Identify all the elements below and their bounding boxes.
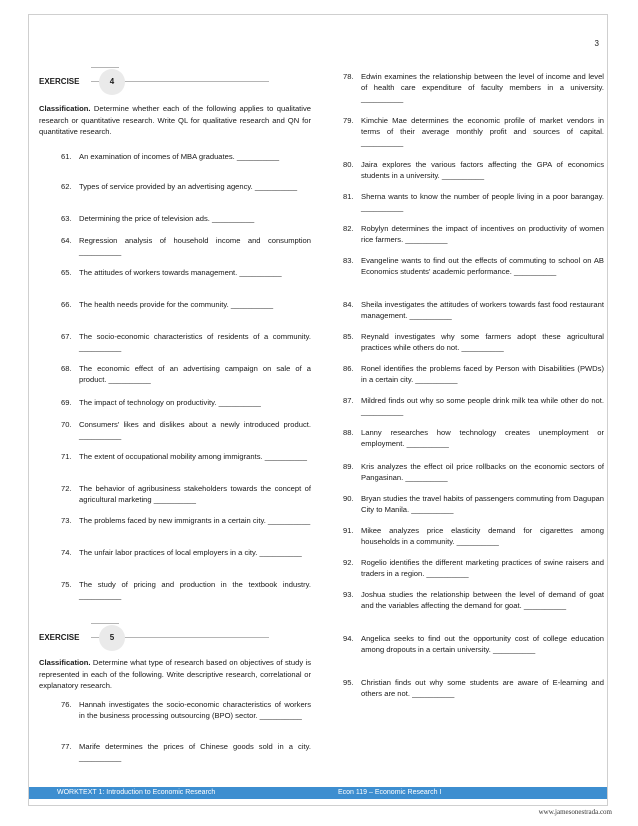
question-item (343, 633, 604, 655)
instruction-heading: Classification. (39, 658, 91, 667)
question-item (61, 151, 311, 162)
instruction-text: Determine whether each of the following applies to qualitative research or quantitative research. Write QL for qualitative research and QN for quantitative research. (39, 104, 311, 136)
question-text: Kris analyzes the effect oil price rollbacks on the economic sectors of Pangasinan. __________ (361, 462, 604, 482)
instruction-heading: Classification. (39, 104, 91, 113)
question-text: Hannah investigates the socio-economic characteristics of workers in the business processing outsourcing (BPO) sector. __________ (79, 700, 311, 720)
question-text: The study of pricing and production in the textbook industry. __________ (79, 580, 311, 600)
question-item (343, 395, 604, 417)
question-item (343, 331, 604, 353)
question-item (343, 427, 604, 449)
worksheet-page (28, 14, 608, 806)
question-number: 77. (61, 742, 72, 751)
question-number: 74. (61, 548, 72, 557)
question-text: Angelica seeks to find out the opportunity cost of college education among dropouts in a certain university. __________ (361, 634, 604, 654)
question-text: Regression analysis of household income and consumption __________ (79, 236, 311, 256)
question-number: 83. (343, 256, 354, 265)
question-item (61, 699, 311, 721)
footer-worktext-title: WORKTEXT 1: Introduction to Economic Research (57, 789, 216, 796)
question-item (343, 191, 604, 213)
question-text: Determining the price of television ads. __________ (79, 214, 255, 223)
question-text: The behavior of agribusiness stakeholders towards the concept of agricultural marketing __________ (79, 484, 311, 504)
question-number: 61. (61, 152, 72, 161)
question-number: 78. (343, 72, 354, 81)
question-item (343, 557, 604, 579)
exercise-5-instructions (39, 657, 311, 692)
question-text: Christian finds out why some students are aware of E-learning and others are not. __________ (361, 678, 604, 698)
question-text: Bryan studies the travel habits of passengers commuting from Dagupan City to Manila. __________ (361, 494, 604, 514)
question-item (61, 483, 311, 505)
question-text: Sheila investigates the attitudes of workers towards fast food restaurant management. __________ (361, 300, 604, 320)
question-item (343, 71, 604, 104)
question-text: The problems faced by new immigrants in a certain city. __________ (79, 516, 311, 525)
footer-course-title: Econ 119 – Economic Research I (338, 789, 442, 796)
question-item (61, 299, 311, 310)
exercise-label: EXERCISE (39, 77, 80, 86)
question-text: Ronel identifies the problems faced by Person with Disabilities (PWDs) in a certain city. __________ (361, 364, 604, 384)
question-number: 81. (343, 192, 354, 201)
question-item (61, 363, 311, 385)
question-text: An examination of incomes of MBA graduates. __________ (79, 152, 280, 161)
question-text: Types of service provided by an advertising agency. __________ (79, 182, 298, 191)
page-number: 3 (594, 39, 599, 48)
question-item (61, 451, 311, 462)
exercise-4-header (39, 69, 311, 95)
question-number: 76. (61, 700, 72, 709)
question-item (343, 115, 604, 148)
question-item (343, 255, 604, 277)
instruction-text: Determine what type of research based on objectives of study is represented in each of the following. Write descriptive research, correlational or explanatory research. (39, 658, 311, 690)
question-number: 79. (343, 116, 354, 125)
question-text: Rogelio identifies the different marketing practices of swine raisers and traders in a region. __________ (361, 558, 604, 578)
question-number: 66. (61, 300, 72, 309)
question-item (61, 181, 311, 192)
question-item (61, 267, 311, 278)
question-text: The extent of occupational mobility among immigrants. __________ (79, 452, 307, 461)
page-footer (29, 787, 607, 799)
question-text: The health needs provide for the community. __________ (79, 300, 274, 309)
question-item (61, 419, 311, 441)
question-text: Reynald investigates why some farmers adopt these agricultural practices while others do not. __________ (361, 332, 604, 352)
question-text: Sherna wants to know the number of people living in a poor barangay. __________ (361, 192, 604, 212)
question-number: 71. (61, 452, 72, 461)
question-text: Marife determines the prices of Chinese goods sold in a city. __________ (79, 742, 311, 762)
exercise-4-instructions (39, 103, 311, 138)
question-text: Jaira explores the various factors affecting the GPA of economics students in a university. __________ (361, 160, 604, 180)
question-number: 84. (343, 300, 354, 309)
question-item (61, 579, 311, 601)
question-text: Edwin examines the relationship between the level of income and level of health care expenditure of faculty members in a university. __________ (361, 72, 604, 103)
question-item (61, 213, 311, 224)
question-number: 92. (343, 558, 354, 567)
question-number: 86. (343, 364, 354, 373)
question-number: 88. (343, 428, 354, 437)
question-number: 68. (61, 364, 72, 373)
question-text: The unfair labor practices of local employers in a city. __________ (79, 548, 302, 557)
question-number: 93. (343, 590, 354, 599)
question-number: 65. (61, 268, 72, 277)
question-text: Robylyn determines the impact of incentives on productivity of women rice farmers. __________ (361, 224, 604, 244)
exercise-label: EXERCISE (39, 633, 80, 642)
question-number: 73. (61, 516, 72, 525)
question-number: 75. (61, 580, 72, 589)
question-number: 69. (61, 398, 72, 407)
question-number: 85. (343, 332, 354, 341)
question-item (343, 525, 604, 547)
question-text: The impact of technology on productivity. __________ (79, 398, 261, 407)
question-number: 80. (343, 160, 354, 169)
question-item (343, 677, 604, 699)
question-text: Evangeline wants to find out the effects of commuting to school on AB Economics students' academic performance. __________ (361, 256, 604, 276)
question-number: 82. (343, 224, 354, 233)
question-text: Lanny researches how technology creates unemployment or employment. __________ (361, 428, 604, 448)
divider (91, 623, 119, 624)
question-item (343, 363, 604, 385)
exercise-number-badge: 5 (99, 625, 125, 651)
question-number: 89. (343, 462, 354, 471)
question-text: Consumers' likes and dislikes about a newly introduced product. __________ (79, 420, 311, 440)
question-text: The socio-economic characteristics of residents of a community. __________ (79, 332, 311, 352)
question-text: Kimchie Mae determines the economic profile of market vendors in terms of their average monthly profit and sources of capital. __________ (361, 116, 604, 147)
question-text: The attitudes of workers towards management. __________ (79, 268, 282, 277)
question-item (343, 299, 604, 321)
question-item (343, 461, 604, 483)
question-item (61, 331, 311, 353)
question-number: 91. (343, 526, 354, 535)
website-watermark: www.jamesonestrada.com (538, 808, 612, 816)
question-text: Mikee analyzes price elasticity demand for cigarettes among households in a community. __________ (361, 526, 604, 546)
question-number: 63. (61, 214, 72, 223)
question-number: 95. (343, 678, 354, 687)
question-item (61, 515, 311, 526)
question-item (61, 397, 311, 408)
question-number: 90. (343, 494, 354, 503)
divider (91, 67, 119, 68)
exercise-number-badge: 4 (99, 69, 125, 95)
question-text: Mildred finds out why so some people drink milk tea while other do not. __________ (361, 396, 604, 416)
question-text: Joshua studies the relationship between the level of demand of goat and the variables affecting the demand for goat. __________ (361, 590, 604, 610)
question-item (61, 547, 311, 558)
question-number: 70. (61, 420, 72, 429)
question-item (343, 223, 604, 245)
question-number: 67. (61, 332, 72, 341)
question-number: 64. (61, 236, 72, 245)
question-item (61, 235, 311, 257)
question-number: 72. (61, 484, 72, 493)
question-item (343, 493, 604, 515)
question-item (343, 589, 604, 611)
question-number: 94. (343, 634, 354, 643)
question-item (343, 159, 604, 181)
exercise-5-header (39, 625, 311, 651)
question-item (61, 741, 311, 763)
question-number: 62. (61, 182, 72, 191)
question-text: The economic effect of an advertising campaign on sale of a product. __________ (79, 364, 311, 384)
question-number: 87. (343, 396, 354, 405)
